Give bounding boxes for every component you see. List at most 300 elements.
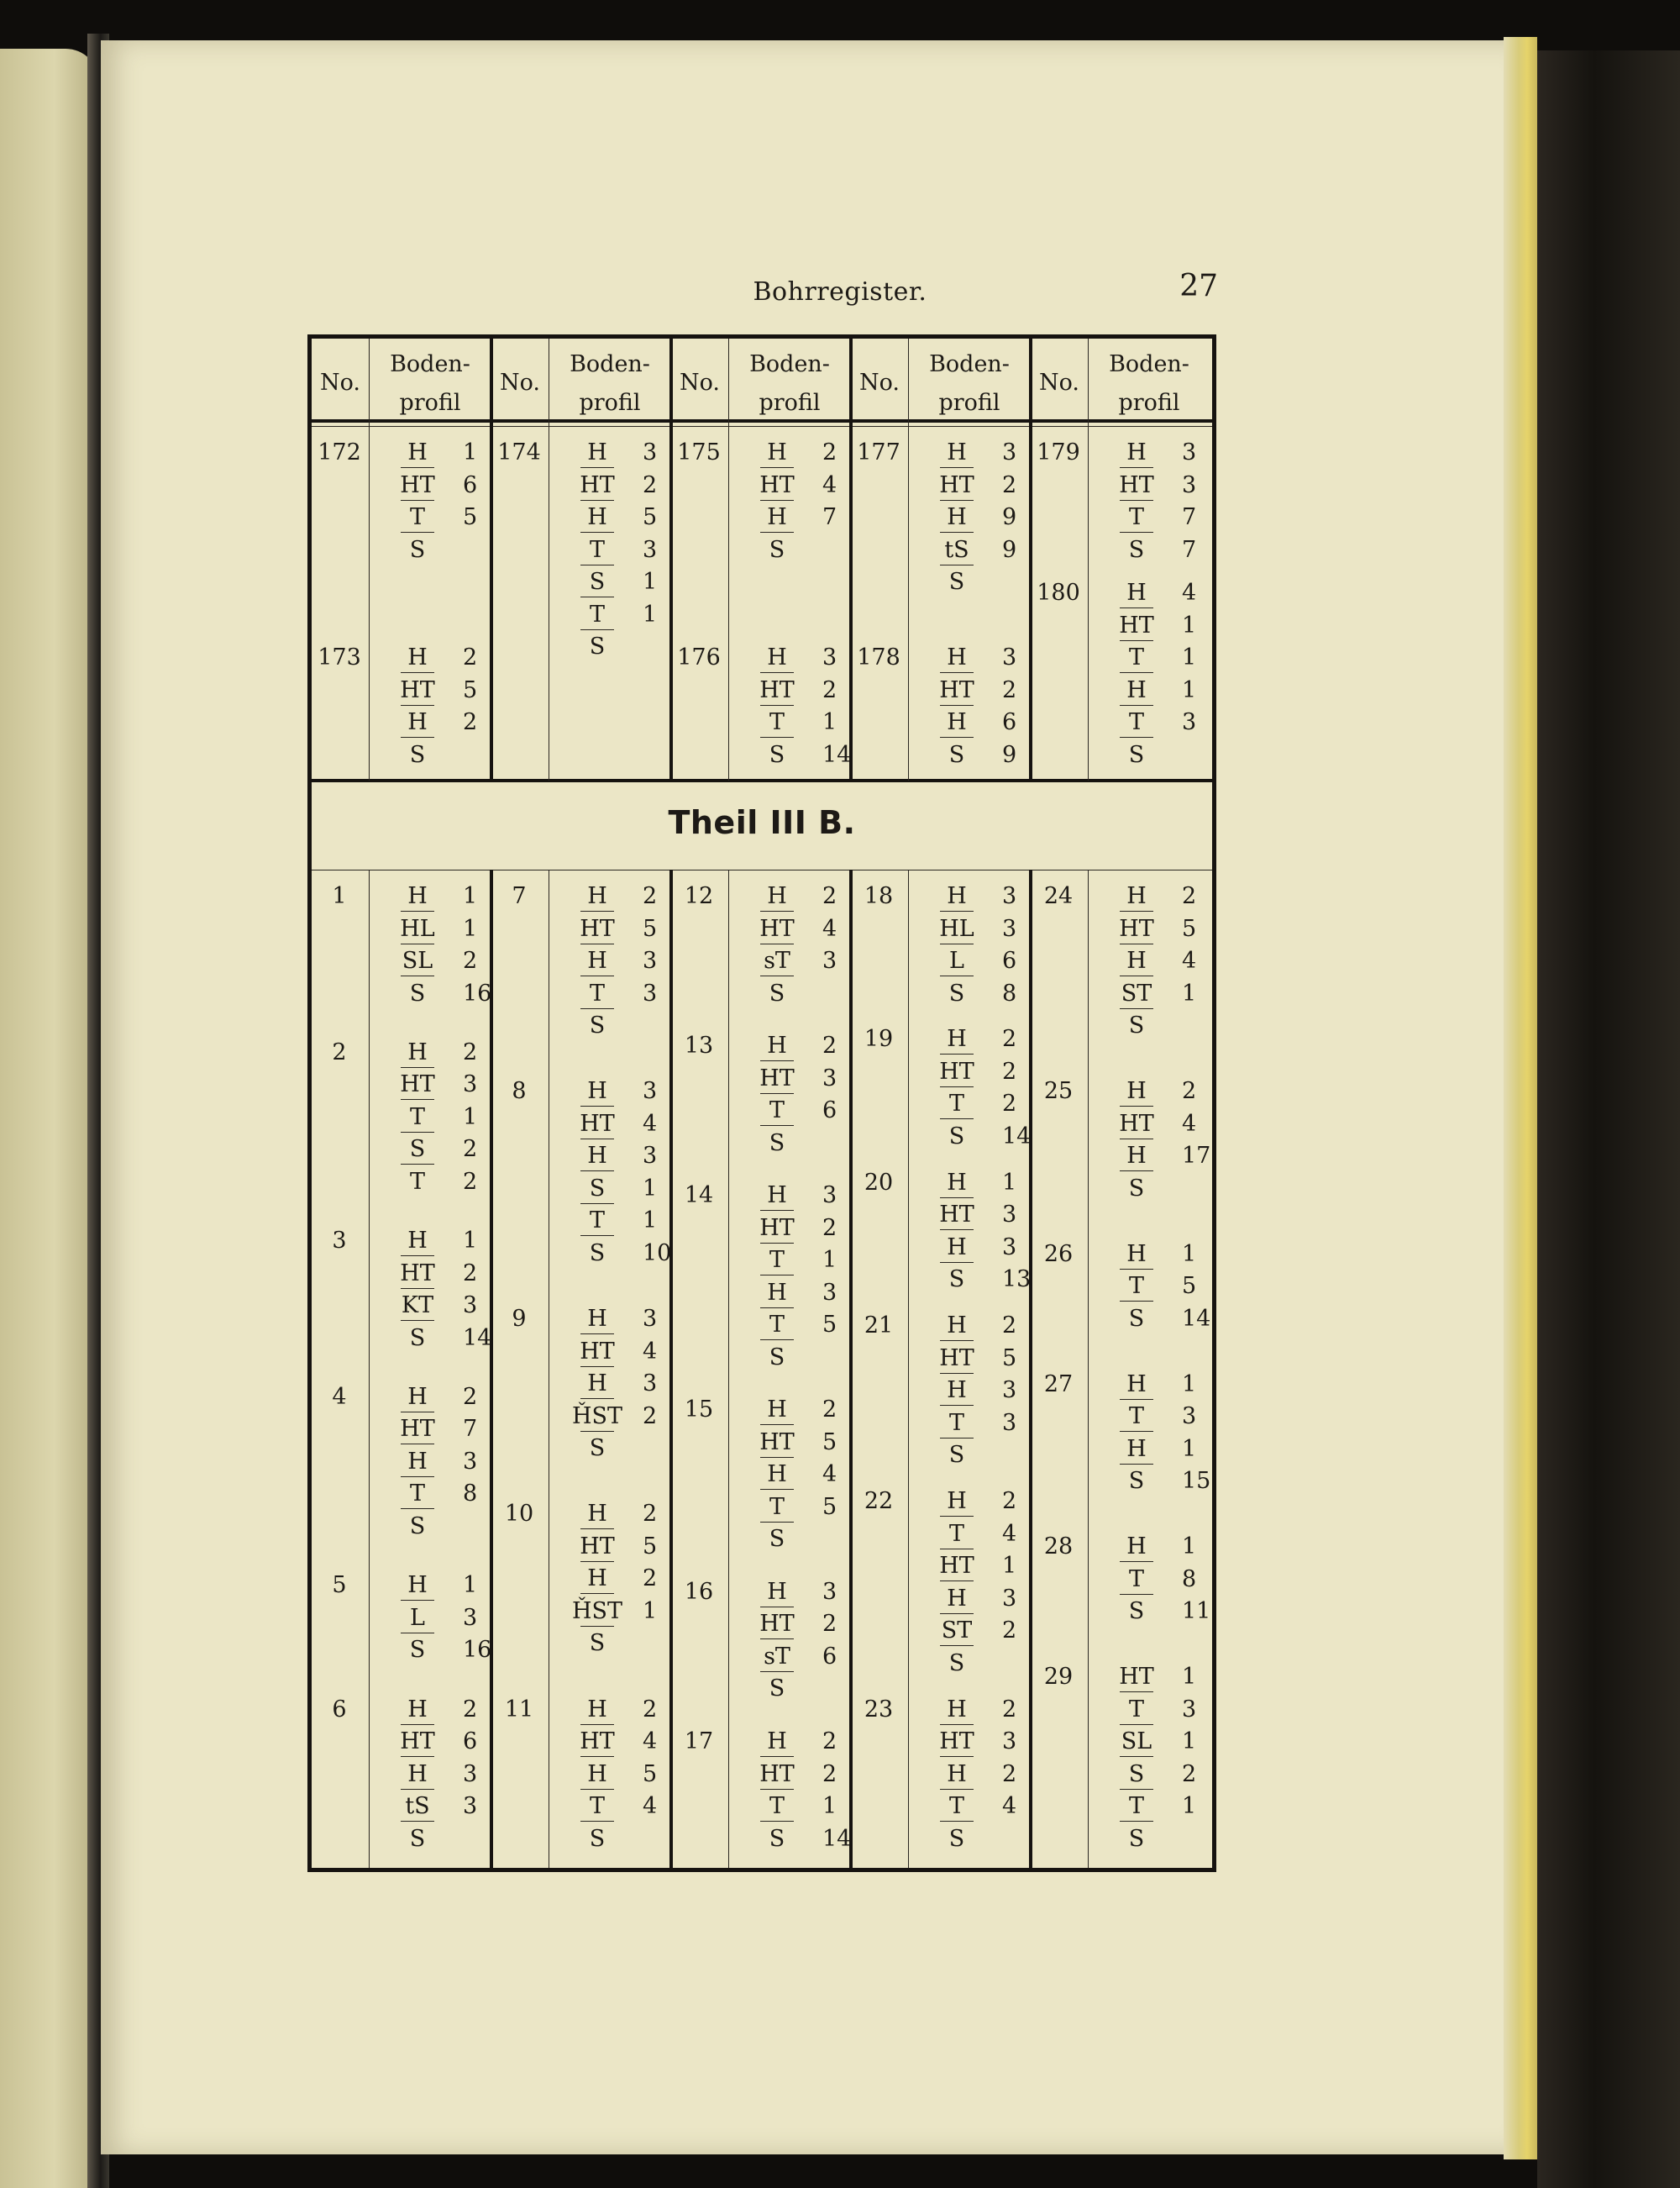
profile-layer <box>921 1488 1031 1521</box>
profile-layer <box>1101 504 1210 537</box>
layer-thickness: 2 <box>1002 1026 1017 1053</box>
soil-profile <box>1101 580 1210 774</box>
layer-thickness: 3 <box>643 1143 658 1170</box>
profile-layer <box>921 677 1031 710</box>
layer-symbol: T <box>742 1097 812 1123</box>
layer-thickness: 1 <box>643 1207 658 1234</box>
layer-symbol: HT <box>382 1728 453 1754</box>
profile-layer <box>562 1306 671 1339</box>
layer-thickness: 2 <box>643 883 658 909</box>
layer-symbol: S <box>1128 1825 1145 1852</box>
layer-symbol: H <box>562 883 633 909</box>
soil-profile <box>1101 1078 1210 1207</box>
layer-thickness: 5 <box>463 504 478 530</box>
soil-profile <box>742 1728 851 1858</box>
profile-layer <box>382 1136 491 1169</box>
layer-thickness: 2 <box>822 1760 837 1787</box>
profile-layer <box>921 1696 1031 1729</box>
layer-symbol: S <box>769 741 785 768</box>
layer-symbol: KT <box>382 1292 453 1318</box>
profile-layer <box>921 1202 1031 1234</box>
layer-symbol: ST <box>1101 981 1172 1007</box>
layer-symbol: ST <box>921 1617 992 1644</box>
layer-thickness: 14 <box>1182 1305 1211 1332</box>
profile-layer <box>742 1247 851 1280</box>
soil-profile <box>921 1696 1031 1859</box>
layer-symbol: HT <box>382 1416 453 1442</box>
layer-symbol: S <box>769 1344 785 1370</box>
profile-layer <box>562 537 671 570</box>
boring-number: 26 <box>1043 1240 1074 1267</box>
layer-symbol: S <box>409 980 426 1007</box>
layer-thickness: 2 <box>822 676 837 703</box>
header-profil-top: Boden- <box>570 351 650 377</box>
layer-symbol: T <box>1101 644 1172 671</box>
layer-symbol: T <box>562 602 633 628</box>
soil-profile <box>562 1696 671 1859</box>
layer-thickness: 1 <box>463 1228 478 1254</box>
profile-layer <box>1101 1728 1210 1761</box>
layer-symbol: H <box>742 1280 812 1306</box>
layer-thickness: 14 <box>1002 1123 1032 1149</box>
layer-thickness: 1 <box>463 883 478 909</box>
layer-symbol: T <box>1101 504 1172 530</box>
layer-thickness: 2 <box>643 1565 658 1592</box>
profile-layer <box>1101 1273 1210 1306</box>
layer-symbol: HT <box>742 1215 812 1241</box>
layer-thickness: 4 <box>822 1461 837 1488</box>
profile-layer <box>1101 1696 1210 1729</box>
soil-profile <box>921 1312 1031 1475</box>
profile-layer <box>1101 883 1210 916</box>
soil-profile <box>562 1306 671 1468</box>
profile-layer <box>742 1793 851 1826</box>
profile-layer <box>562 948 671 981</box>
profile-layer <box>921 1826 1031 1859</box>
layer-symbol: S <box>589 1239 606 1266</box>
layer-symbol: T <box>1101 1696 1172 1723</box>
soil-profile <box>382 1384 491 1546</box>
profile-layer <box>1101 1468 1210 1501</box>
profile-layer <box>1101 1403 1210 1436</box>
profile-layer <box>1101 1111 1210 1144</box>
profile-layer <box>921 569 1031 602</box>
profile-layer <box>742 1280 851 1312</box>
layer-symbol: S <box>1128 1305 1145 1332</box>
layer-thickness: 2 <box>822 439 837 465</box>
profile-layer <box>382 1169 491 1202</box>
layer-thickness: 1 <box>822 709 837 735</box>
profile-layer <box>382 1104 491 1137</box>
profile-layer <box>562 1761 671 1794</box>
layer-symbol: T <box>562 1793 633 1819</box>
profile-layer <box>921 916 1031 949</box>
layer-thickness: 1 <box>1182 644 1197 671</box>
layer-thickness: 4 <box>643 1793 658 1819</box>
layer-symbol: S <box>409 1512 426 1539</box>
layer-thickness: 4 <box>1002 1793 1017 1819</box>
layer-thickness: 5 <box>822 1312 837 1339</box>
layer-symbol: H <box>562 1501 633 1527</box>
profile-layer <box>742 1312 851 1344</box>
profile-layer <box>742 1097 851 1130</box>
layer-symbol: H <box>742 1461 812 1487</box>
profile-layer <box>382 1696 491 1729</box>
layer-thickness: 2 <box>1002 1091 1017 1118</box>
layer-thickness: 3 <box>1002 644 1017 671</box>
boring-number: 2 <box>332 1039 347 1065</box>
soil-profile <box>921 439 1031 602</box>
boring-number: 11 <box>504 1696 534 1723</box>
layer-thickness: 1 <box>1182 612 1197 639</box>
layer-symbol: HL <box>382 916 453 942</box>
profile-layer <box>562 1598 671 1631</box>
layer-symbol: H <box>562 1761 633 1787</box>
boring-number: 5 <box>332 1572 347 1599</box>
layer-thickness: 4 <box>822 471 837 498</box>
layer-symbol: sT <box>742 948 812 974</box>
layer-symbol: H <box>742 883 812 909</box>
layer-symbol: H <box>1101 1143 1172 1169</box>
layer-symbol: S <box>409 1825 426 1852</box>
layer-symbol: H <box>921 1234 992 1260</box>
layer-symbol: S <box>589 1012 606 1039</box>
layer-symbol: S <box>382 1136 453 1162</box>
soil-profile <box>382 1039 491 1202</box>
no-column-rule <box>728 339 729 781</box>
boring-number: 1 <box>332 883 347 909</box>
layer-thickness: 2 <box>463 1136 478 1163</box>
layer-thickness: 16 <box>463 1637 492 1664</box>
layer-thickness: 3 <box>1002 1728 1017 1754</box>
layer-thickness: 1 <box>822 1793 837 1819</box>
layer-symbol: S <box>1128 741 1145 768</box>
layer-symbol: tS <box>921 537 992 563</box>
soil-profile <box>921 1170 1031 1299</box>
profile-layer <box>921 948 1031 981</box>
layer-symbol: H <box>921 1488 992 1514</box>
layer-symbol: HT <box>742 1429 812 1455</box>
layer-symbol: T <box>562 981 633 1007</box>
profile-layer <box>921 1345 1031 1378</box>
layer-thickness: 1 <box>1182 1435 1197 1462</box>
profile-layer <box>562 1240 671 1273</box>
boring-number: 22 <box>864 1488 894 1515</box>
layer-thickness: 2 <box>1002 471 1017 498</box>
profile-layer <box>382 1761 491 1794</box>
layer-symbol: H <box>562 504 633 530</box>
boring-number: 3 <box>332 1228 347 1254</box>
layer-thickness: 2 <box>822 1728 837 1754</box>
boring-number: 173 <box>318 644 361 671</box>
layer-symbol: T <box>382 1481 453 1507</box>
profile-layer <box>382 504 491 537</box>
profile-layer <box>382 1384 491 1417</box>
layer-thickness: 1 <box>1182 1370 1197 1397</box>
profile-layer <box>921 644 1031 677</box>
layer-thickness: 2 <box>822 1214 837 1241</box>
header-bodenprofil <box>549 342 671 426</box>
soil-profile <box>1101 1533 1210 1631</box>
layer-thickness: 4 <box>643 1110 658 1137</box>
layer-thickness: 2 <box>463 644 478 671</box>
layer-symbol: H <box>1101 677 1172 703</box>
layer-thickness: 9 <box>1002 536 1017 563</box>
profile-layer <box>1101 1761 1210 1794</box>
layer-thickness: 4 <box>1182 1110 1197 1137</box>
profile-layer <box>382 439 491 472</box>
profile-layer <box>562 472 671 505</box>
soil-profile <box>1101 1664 1210 1858</box>
profile-layer <box>742 1396 851 1429</box>
profile-layer <box>921 1123 1031 1156</box>
boring-number: 15 <box>684 1396 714 1423</box>
soil-profile <box>921 1026 1031 1155</box>
profile-layer <box>921 472 1031 505</box>
layer-symbol: S <box>769 980 785 1007</box>
layer-symbol: H <box>562 1143 633 1169</box>
layer-symbol: H <box>921 504 992 530</box>
layer-symbol: H <box>1101 1436 1172 1462</box>
layer-thickness: 14 <box>822 1825 852 1852</box>
layer-thickness: 3 <box>463 1760 478 1787</box>
layer-symbol: H <box>921 1026 992 1052</box>
boring-number: 24 <box>1043 883 1074 909</box>
layer-thickness: 1 <box>643 601 658 628</box>
layer-symbol: HT <box>742 1611 812 1637</box>
layer-symbol: tS <box>382 1793 453 1819</box>
layer-symbol: H <box>382 1228 453 1254</box>
header-profil-top: Boden- <box>929 351 1010 377</box>
layer-thickness: 3 <box>822 1578 837 1605</box>
soil-profile <box>382 1572 491 1670</box>
profile-layer <box>382 1572 491 1605</box>
layer-symbol: H <box>382 1761 453 1787</box>
profile-layer <box>562 1826 671 1859</box>
soil-profile <box>1101 1241 1210 1339</box>
layer-thickness: 1 <box>463 1103 478 1130</box>
layer-symbol: S <box>409 741 426 768</box>
layer-thickness: 2 <box>643 1402 658 1429</box>
profile-layer <box>382 1449 491 1481</box>
soil-profile <box>742 1033 851 1162</box>
profile-layer <box>1101 537 1210 570</box>
profile-layer <box>742 1728 851 1761</box>
layer-symbol: H <box>742 644 812 671</box>
layer-symbol: S <box>409 1324 426 1351</box>
profile-layer <box>921 1234 1031 1267</box>
layer-symbol: T <box>1101 709 1172 735</box>
profile-layer <box>382 644 491 677</box>
soil-profile <box>742 1182 851 1376</box>
profile-layer <box>562 1533 671 1566</box>
layer-symbol: HT <box>562 1339 633 1365</box>
layer-symbol: H <box>382 1572 453 1598</box>
layer-symbol: H <box>382 1449 453 1475</box>
profile-layer <box>382 1481 491 1513</box>
boring-number: 10 <box>504 1501 534 1528</box>
layer-thickness: 1 <box>1182 1533 1197 1559</box>
profile-layer <box>742 677 851 710</box>
profile-layer <box>562 634 671 666</box>
profile-layer <box>742 1826 851 1859</box>
layer-symbol: S <box>769 536 785 563</box>
soil-profile <box>1101 1371 1210 1501</box>
profile-layer <box>742 1494 851 1527</box>
layer-thickness: 2 <box>463 1260 478 1286</box>
layer-thickness: 3 <box>463 1292 478 1319</box>
boring-number: 29 <box>1043 1664 1074 1690</box>
profile-layer <box>1101 1371 1210 1404</box>
profile-layer <box>382 677 491 710</box>
layer-symbol: S <box>562 569 633 595</box>
profile-layer <box>1101 709 1210 742</box>
layer-thickness: 5 <box>1002 1344 1017 1371</box>
layer-thickness: 7 <box>463 1416 478 1443</box>
layer-thickness: 1 <box>1002 1169 1017 1196</box>
layer-symbol: T <box>382 504 453 530</box>
layer-symbol: T <box>562 537 633 563</box>
profile-layer <box>382 948 491 981</box>
layer-symbol: S <box>948 980 965 1007</box>
layer-symbol: H <box>562 1565 633 1591</box>
profile-layer <box>1101 644 1210 677</box>
profile-layer <box>742 916 851 949</box>
profile-layer <box>382 537 491 570</box>
layer-symbol: T <box>382 1104 453 1130</box>
layer-symbol: S <box>769 1825 785 1852</box>
layer-symbol: H <box>742 1182 812 1208</box>
boring-number: 172 <box>318 439 361 465</box>
layer-symbol: HT <box>562 1728 633 1754</box>
layer-symbol: HT <box>742 1065 812 1091</box>
profile-layer <box>382 1325 491 1358</box>
profile-layer <box>921 1586 1031 1618</box>
profile-layer <box>382 1513 491 1546</box>
layer-thickness: 3 <box>1002 915 1017 942</box>
profile-layer <box>921 981 1031 1013</box>
soil-profile <box>1101 883 1210 1045</box>
layer-thickness: 2 <box>1002 1617 1017 1644</box>
profile-layer <box>921 709 1031 742</box>
profile-layer <box>742 742 851 775</box>
soil-profile <box>382 644 491 774</box>
profile-layer <box>382 709 491 742</box>
profile-layer <box>742 1675 851 1708</box>
profile-layer <box>562 1143 671 1176</box>
profile-layer <box>921 1059 1031 1091</box>
layer-thickness: 2 <box>1002 1312 1017 1339</box>
header-bodenprofil <box>1088 342 1210 426</box>
profile-layer <box>1101 677 1210 710</box>
layer-symbol: HT <box>921 1202 992 1228</box>
layer-thickness: 3 <box>822 1279 837 1306</box>
layer-thickness: 3 <box>1182 439 1197 465</box>
layer-symbol: HT <box>921 677 992 703</box>
layer-thickness: 2 <box>1182 883 1197 909</box>
profile-layer <box>1101 1078 1210 1111</box>
layer-symbol: H <box>921 439 992 465</box>
profile-layer <box>742 948 851 981</box>
layer-thickness: 3 <box>643 1370 658 1396</box>
profile-layer <box>742 709 851 742</box>
layer-thickness: 8 <box>1182 1565 1197 1592</box>
profile-layer <box>921 1312 1031 1345</box>
profile-layer <box>382 883 491 916</box>
profile-layer <box>742 537 851 570</box>
profile-layer <box>921 1026 1031 1059</box>
layer-thickness: 1 <box>463 915 478 942</box>
soil-profile <box>562 1078 671 1272</box>
layer-symbol: SL <box>1101 1728 1172 1754</box>
layer-symbol: HT <box>1101 613 1172 639</box>
layer-symbol: H <box>1101 1533 1172 1559</box>
layer-thickness: 3 <box>1002 1409 1017 1436</box>
profile-layer <box>742 1461 851 1494</box>
layer-thickness: 3 <box>643 1078 658 1105</box>
profile-layer <box>562 1111 671 1144</box>
soil-profile <box>921 883 1031 1012</box>
layer-symbol: S <box>948 1649 965 1676</box>
layer-symbol: HT <box>382 677 453 703</box>
profile-layer <box>921 1410 1031 1443</box>
layer-symbol: H <box>382 1696 453 1723</box>
layer-symbol: H <box>562 1078 633 1104</box>
layer-symbol: S <box>589 1825 606 1852</box>
boring-number: 25 <box>1043 1078 1074 1104</box>
boring-number: 23 <box>864 1696 894 1723</box>
layer-thickness: 2 <box>463 1696 478 1723</box>
layer-symbol: T <box>1101 1403 1172 1429</box>
layer-thickness: 1 <box>643 569 658 595</box>
layer-symbol: H <box>382 1039 453 1065</box>
layer-symbol: S <box>1101 1761 1172 1787</box>
header-rule-thin <box>312 426 1212 427</box>
profile-layer <box>1101 981 1210 1013</box>
layer-symbol: H <box>1101 439 1172 465</box>
layer-thickness: 5 <box>643 504 658 530</box>
layer-thickness: 1 <box>1002 1553 1017 1580</box>
layer-symbol: T <box>921 1091 992 1117</box>
layer-symbol: L <box>921 948 992 974</box>
header-profil-bottom: profil <box>938 390 1000 416</box>
profile-layer <box>1101 916 1210 949</box>
layer-symbol: H <box>1101 1078 1172 1104</box>
layer-symbol: S <box>589 1435 606 1461</box>
profile-layer <box>562 1728 671 1761</box>
layer-thickness: 3 <box>643 536 658 563</box>
header-rule <box>312 419 1212 423</box>
profile-layer <box>921 1761 1031 1794</box>
profile-layer <box>921 883 1031 916</box>
layer-thickness: 2 <box>463 1383 478 1410</box>
layer-thickness: 5 <box>643 1533 658 1559</box>
profile-layer <box>562 1339 671 1371</box>
layer-thickness: 14 <box>822 741 852 768</box>
profile-layer <box>1101 1306 1210 1339</box>
layer-thickness: 3 <box>822 1182 837 1209</box>
layer-symbol: H <box>742 504 812 530</box>
profile-layer <box>921 1553 1031 1586</box>
layer-thickness: 4 <box>822 915 837 942</box>
header-profil-bottom: profil <box>1118 390 1180 416</box>
layer-thickness: 7 <box>1182 536 1197 563</box>
layer-thickness: 3 <box>1002 883 1017 909</box>
layer-thickness: 6 <box>1002 709 1017 735</box>
profile-layer <box>1101 580 1210 613</box>
profile-layer <box>562 1078 671 1111</box>
layer-thickness: 6 <box>463 1728 478 1754</box>
